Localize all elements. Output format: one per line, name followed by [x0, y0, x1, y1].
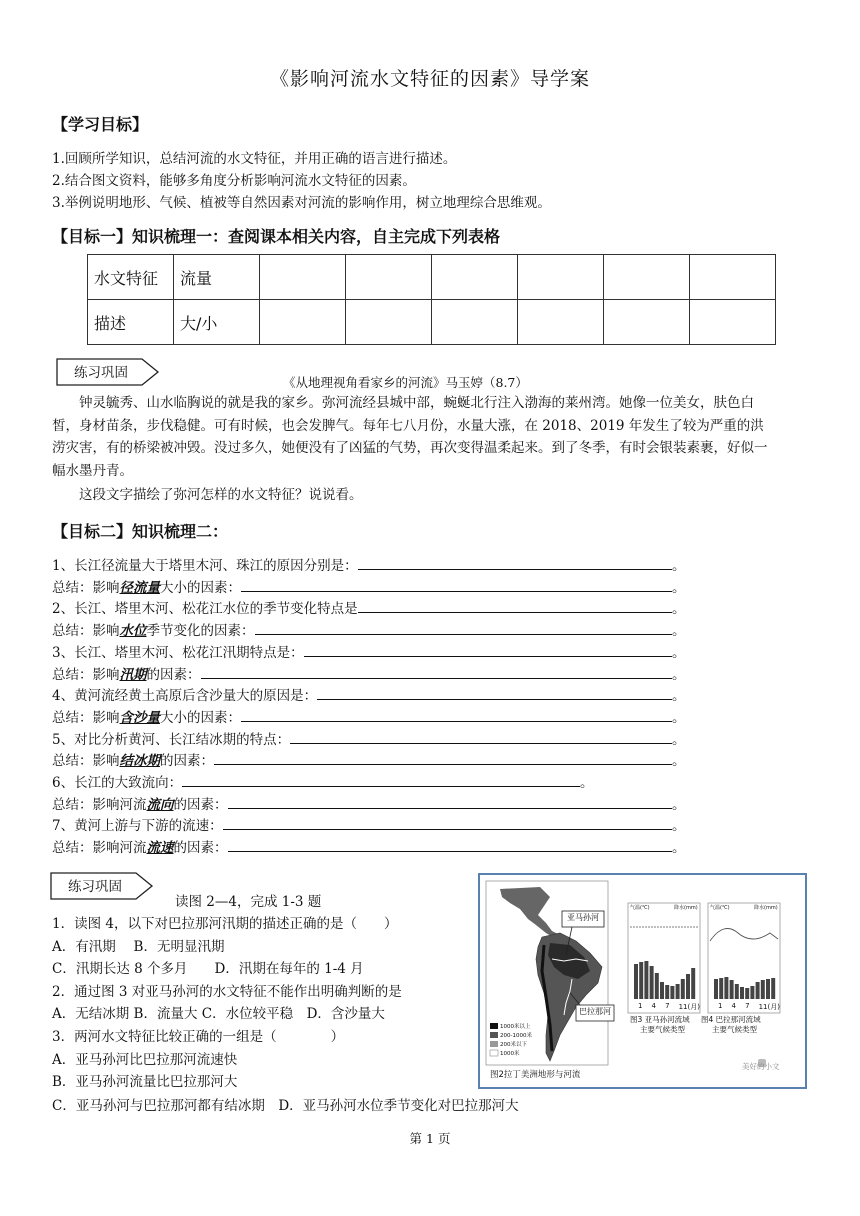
- summary-line: [52, 619, 686, 639]
- summary-line: [52, 793, 686, 813]
- line-text: 6、长江的大致流向：: [52, 775, 183, 791]
- fig4-caption-line1: 图4 巴拉那河流域: [701, 1015, 761, 1024]
- chart3-ylabel-left: 气温(℃): [630, 905, 650, 911]
- legend-label: 1000米: [500, 1051, 520, 1057]
- exercise-line: C．汛期长达 8 个多月 D．汛期在每年的 1-4 月: [52, 961, 364, 978]
- climate-chart-3: [628, 903, 700, 1013]
- line-end: 。: [672, 623, 686, 640]
- key-term: 流速: [146, 840, 174, 857]
- table-cell: 描述: [88, 300, 174, 345]
- precip-bar: [639, 962, 643, 999]
- exercise-line: A．亚马孙河比巴拉那河流速快: [52, 1051, 238, 1068]
- line-text: 大小的因素：: [160, 709, 241, 726]
- line-end: 。: [672, 796, 686, 813]
- line-end: 。: [672, 688, 686, 705]
- line-text: 总结：影响河流: [52, 840, 147, 857]
- key-term: 结冰期: [119, 753, 160, 770]
- table-cell[interactable]: [518, 255, 604, 300]
- fig3-caption-line1: 图3 亚马孙河流域: [630, 1015, 690, 1024]
- tick-label: 4: [731, 1002, 736, 1010]
- precip-bar: [650, 966, 654, 999]
- amazon-label: 亚马孙河: [567, 913, 599, 922]
- table-cell[interactable]: [604, 255, 690, 300]
- exercise-intro: 读图 2—4，完成 1-3 题: [175, 894, 322, 910]
- answer-blank[interactable]: [255, 620, 673, 635]
- page-title: 《影响河流水文特征的因素》导学案: [269, 68, 590, 90]
- table-row: [88, 300, 776, 345]
- line-end: 。: [580, 775, 594, 791]
- objective-3: 3.举例说明地形、气候、植被等自然因素对河流的影响作用，树立地理综合思维观。: [52, 195, 551, 211]
- line-text: 2、长江、塔里木河、松花江水位的季节变化特点是: [52, 601, 358, 618]
- answer-blank[interactable]: [228, 794, 673, 809]
- table-cell: 流量: [174, 255, 260, 300]
- legend-label: 200米以下: [500, 1042, 527, 1048]
- precip-bar: [665, 985, 669, 999]
- tick-label: 7: [665, 1002, 670, 1010]
- objective-1: 1.回顾所学知识，总结河流的水文特征，并用正确的语言进行描述。: [52, 151, 457, 167]
- chart3-ylabel-right: 降水(mm): [674, 905, 698, 911]
- precip-bar: [735, 984, 739, 999]
- precip-bar: [660, 982, 664, 999]
- precip-bar: [655, 973, 659, 999]
- legend-label: 1000米以上: [500, 1024, 531, 1030]
- line-text: 总结：影响: [52, 753, 120, 770]
- goal2-heading: 【目标二】知识梳理二：: [52, 522, 229, 541]
- table-cell[interactable]: [432, 255, 518, 300]
- key-term: 水位: [119, 623, 147, 640]
- line-text: 的因素：: [146, 666, 201, 683]
- table-cell[interactable]: [690, 255, 776, 300]
- question-line: [52, 641, 686, 661]
- summary-line: [52, 576, 686, 596]
- practice-tag-label: 练习巩固: [68, 879, 122, 895]
- table-cell: 水文特征: [88, 255, 174, 300]
- exercise-last-line: C．亚马孙河与巴拉那河都有结冰期 D．亚马孙河水位季节变化对巴拉那河大: [52, 1098, 519, 1114]
- tick-label: 7: [745, 1002, 750, 1010]
- table-cell[interactable]: [690, 300, 776, 345]
- precip-bar: [691, 968, 695, 999]
- answer-blank[interactable]: [358, 555, 672, 570]
- key-term: 汛期: [119, 666, 147, 683]
- precip-bar: [766, 979, 770, 999]
- watermark: 美好的小文: [742, 1062, 780, 1071]
- precip-bar: [714, 979, 718, 999]
- goal1-heading: 【目标一】知识梳理一：查阅课本相关内容，自主完成下列表格: [52, 227, 501, 246]
- line-end: 。: [672, 840, 686, 857]
- objective-2: 2.结合图文资料，能够多角度分析影响河流水文特征的因素。: [52, 173, 416, 189]
- line-text: 1、长江径流量大于塔里木河、珠江的原因分别是：: [52, 558, 358, 574]
- precip-bar: [761, 980, 765, 999]
- tick-label: 1: [638, 1002, 643, 1010]
- legend-label: 200-1000米: [500, 1033, 532, 1039]
- tick-label: 11(月): [678, 1003, 700, 1011]
- exercise-line: A．有汛期 B．无明显汛期: [52, 938, 225, 955]
- line-text: 的因素：: [173, 840, 228, 857]
- chart4-ylabel-left: 气温(℃): [710, 905, 730, 911]
- precip-bar: [730, 980, 734, 999]
- precip-bar: [681, 979, 685, 999]
- exercise-line: A．无结冰期 B．流量大 C．水位较平稳 D．含沙量大: [52, 1006, 385, 1023]
- line-text: 的因素：: [160, 753, 214, 770]
- summary-line: [52, 749, 686, 769]
- precip-bar: [750, 986, 754, 999]
- precip-bar: [670, 986, 674, 999]
- line-text: 7、黄河上游与下游的流速：: [52, 818, 223, 835]
- table-cell: 大/小: [174, 300, 260, 345]
- table-cell[interactable]: [432, 300, 518, 345]
- summary-line: [52, 663, 686, 683]
- question-line: [52, 814, 686, 834]
- chart4-xticks: [718, 1002, 780, 1012]
- table-cell[interactable]: [260, 255, 346, 300]
- line-end: 。: [672, 818, 686, 835]
- map-caption: 图2拉丁美洲地形与河流: [490, 1070, 581, 1080]
- reading-paragraph: 钟灵毓秀、山水临胸说的就是我的家乡。弥河流经县城中部，蜿蜒北行注入渤海的莱州湾。她像一位美女，肤色白皙，身材苗条，步伐稳健。可有时候，也会发脾气。每年七八月份，水量大涨，在 2018、2019 年发生了较为严重的洪涝灾害，有的桥梁被冲毁。没过多久，她便没有了凶猛的气势，再次变得温柔起来。到了冬季，有时会银装素裹，好似一幅水墨丹青。: [52, 395, 768, 479]
- line-text: 4、黄河流经黄土高原后含沙量大的原因是：: [52, 688, 318, 705]
- precip-bar: [740, 987, 744, 999]
- exercise-line: B．亚马孙河流量比巴拉那河大: [52, 1074, 238, 1091]
- question-line: [52, 684, 686, 704]
- table-row: [88, 255, 776, 300]
- figure-panel: [478, 873, 807, 1089]
- line-end: 。: [672, 731, 686, 748]
- precip-bar: [756, 982, 760, 999]
- answer-blank[interactable]: [214, 750, 672, 765]
- objectives-heading: 【学习目标】: [52, 115, 149, 134]
- practice-tag: [56, 358, 160, 384]
- line-text: 大小的因素：: [160, 579, 241, 596]
- precip-bar: [745, 988, 749, 999]
- line-end: 。: [672, 666, 686, 683]
- legend-swatch: [490, 1023, 498, 1029]
- table-cell[interactable]: [346, 300, 432, 345]
- precip-bar: [686, 974, 690, 999]
- practice-tag-label: 练习巩固: [74, 365, 128, 381]
- line-text: 季节变化的因素：: [146, 623, 255, 640]
- answer-blank[interactable]: [241, 577, 672, 592]
- precip-bar: [634, 964, 638, 999]
- answer-blank[interactable]: [358, 598, 672, 613]
- parana-label: 巴拉那河: [579, 1007, 611, 1016]
- precip-bar: [724, 977, 728, 999]
- legend-swatch: [490, 1050, 498, 1056]
- answer-blank[interactable]: [182, 772, 580, 787]
- fig4-caption-line2: 主要气候类型: [712, 1025, 757, 1034]
- question-line: [52, 728, 686, 748]
- key-term: 径流量: [119, 579, 160, 596]
- practice-tag-2: [50, 872, 154, 898]
- line-text: 5、对比分析黄河、长江结冰期的特点：: [52, 731, 291, 748]
- legend-swatch: [490, 1032, 498, 1038]
- key-term: 流向: [146, 796, 174, 813]
- question-line: [52, 554, 686, 574]
- answer-blank[interactable]: [223, 815, 672, 830]
- answer-blank[interactable]: [201, 664, 673, 679]
- exercise-line: 2．通过图 3 对亚马孙河的水文特征不能作出明确判断的是: [52, 983, 402, 1000]
- table-cell[interactable]: [518, 300, 604, 345]
- question-line: [52, 597, 686, 617]
- line-text: 总结：影响: [52, 623, 120, 640]
- exercise-line: 3．两河水文特征比较正确的一组是（ ）: [52, 1029, 345, 1045]
- tick-label: 11(月): [758, 1003, 780, 1011]
- line-end: 。: [672, 579, 686, 596]
- key-term: 含沙量: [119, 709, 160, 726]
- hydro-table: [87, 254, 776, 345]
- line-end: 。: [672, 601, 686, 618]
- line-text: 总结：影响: [52, 666, 120, 683]
- table-cell[interactable]: [604, 300, 690, 345]
- page-number: 第 1 页: [409, 1131, 451, 1146]
- answer-blank[interactable]: [317, 685, 672, 700]
- legend-swatch: [490, 1041, 498, 1047]
- line-text: 总结：影响: [52, 579, 120, 596]
- tick-label: 4: [651, 1002, 656, 1010]
- question-line: [52, 771, 594, 791]
- line-end: 。: [672, 709, 686, 726]
- summary-line: [52, 706, 686, 726]
- line-text: 3、长江、塔里木河、松花江汛期特点是：: [52, 644, 304, 661]
- precip-bar: [644, 961, 648, 999]
- table-cell[interactable]: [260, 300, 346, 345]
- line-end: 。: [672, 558, 686, 574]
- precip-bar: [676, 984, 680, 999]
- exercise-line: 1．读图 4，以下对巴拉那河汛期的描述正确的是（ ）: [52, 916, 398, 932]
- line-end: 。: [672, 753, 686, 770]
- summary-line: [52, 836, 686, 856]
- chart3-xticks: [638, 1002, 700, 1012]
- line-text: 总结：影响: [52, 709, 120, 726]
- climate-chart-4: [708, 903, 780, 1013]
- answer-blank[interactable]: [228, 837, 673, 852]
- precip-bar: [719, 978, 723, 999]
- line-text: 总结：影响河流: [52, 796, 147, 813]
- tick-label: 1: [718, 1002, 723, 1010]
- reading-question: 这段文字描绘了弥河怎样的水文特征？说说看。: [79, 487, 363, 503]
- answer-blank[interactable]: [304, 642, 672, 657]
- reading-source: 《从地理视角看家乡的河流》马玉婷（8.7）: [283, 375, 528, 390]
- answer-blank[interactable]: [290, 729, 672, 744]
- table-cell[interactable]: [346, 255, 432, 300]
- precip-bar: [771, 978, 775, 999]
- chart4-ylabel-right: 降水(mm): [754, 905, 778, 911]
- fig3-caption-line2: 主要气候类型: [640, 1025, 685, 1034]
- line-end: 。: [672, 644, 686, 661]
- line-text: 的因素：: [173, 796, 228, 813]
- answer-blank[interactable]: [241, 707, 672, 722]
